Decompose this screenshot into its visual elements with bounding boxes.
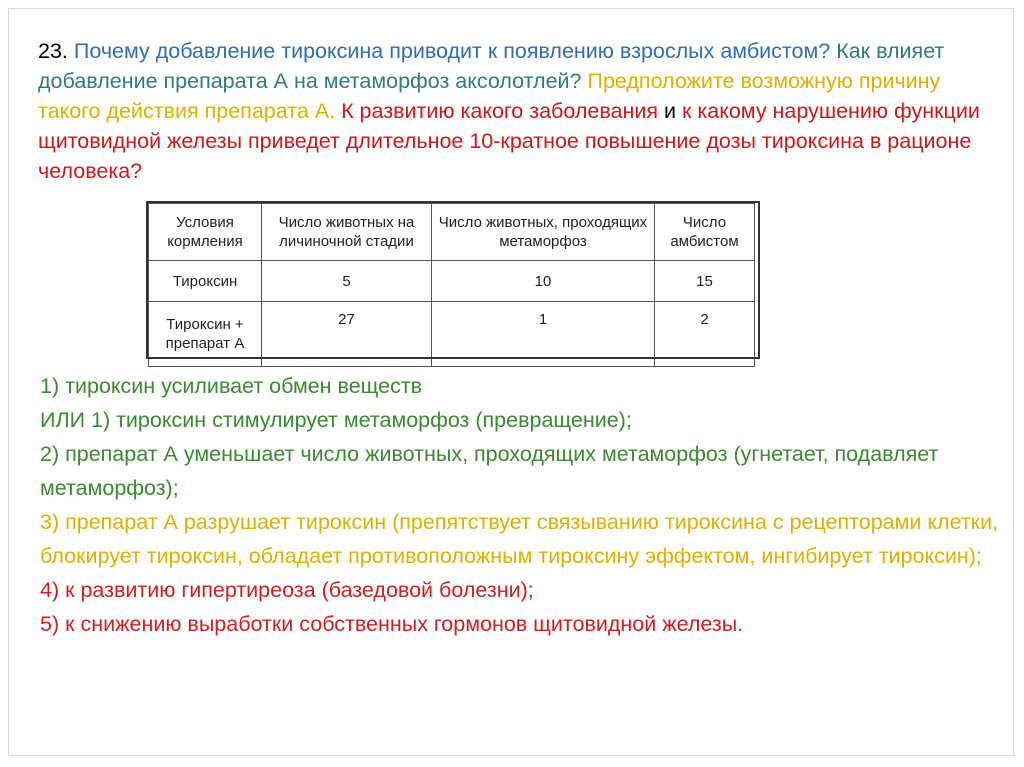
table-row — [149, 302, 755, 367]
question-part-4: К развитию какого заболевания — [341, 99, 658, 123]
table-row — [149, 261, 755, 302]
question-connector: и — [663, 99, 676, 123]
answer-3: 3) препарат А разрушает тироксин (препятствует связыванию тироксина с рецепторами клетки, блокирует тироксин, обладает противоположным тироксину эффектом, ингибирует тироксин); — [40, 510, 999, 568]
table-header-cell: Число животных, проходящих метаморфоз — [432, 204, 655, 261]
table-cell: 27 — [262, 302, 432, 367]
question-number: 23. — [38, 39, 68, 63]
question-part-1: Почему добавление тироксина приводит к появлению взрослых амбистом? — [73, 39, 831, 63]
table-cell: 2 — [655, 302, 755, 367]
answers-list — [40, 369, 1000, 641]
answer-2: 2) препарат А уменьшает число животных, проходящих метаморфоз (угнетает, подавляет метаморфоз); — [40, 442, 939, 500]
table-cell: 15 — [655, 261, 755, 302]
table-cell: 10 — [432, 261, 655, 302]
table-header-cell: Число животных на личиночной стадии — [262, 204, 432, 261]
data-table — [148, 203, 755, 367]
question-text — [38, 36, 998, 186]
answer-5: 5) к снижению выработки собственных гормонов щитовидной железы. — [40, 612, 744, 636]
question-part-2: Как влияет добавление препарата А на метаморфоз аксолотлей? — [38, 39, 945, 93]
table-cell: Тироксин + препарат А — [149, 302, 262, 367]
table-cell: 5 — [262, 261, 432, 302]
answer-1-alt: ИЛИ 1) тироксин стимулирует метаморфоз (превращение); — [40, 408, 632, 432]
question-part-3: Предположите возможную причину такого действия препарата А. — [38, 69, 941, 123]
table-cell: 1 — [432, 302, 655, 367]
table-cell: Тироксин — [149, 261, 262, 302]
answer-4: 4) к развитию гипертиреоза (базедовой болезни); — [40, 578, 534, 602]
question-part-5: к какому нарушению функции щитовидной железы приведет длительное 10-кратное повышение дозы тироксина в рационе человека? — [38, 99, 980, 183]
table-header-cell: Число амбистом — [655, 204, 755, 261]
table-header-cell: Условия кормления — [149, 204, 262, 261]
table-header-row — [149, 204, 755, 261]
answer-1: 1) тироксин усиливает обмен веществ — [40, 374, 423, 398]
